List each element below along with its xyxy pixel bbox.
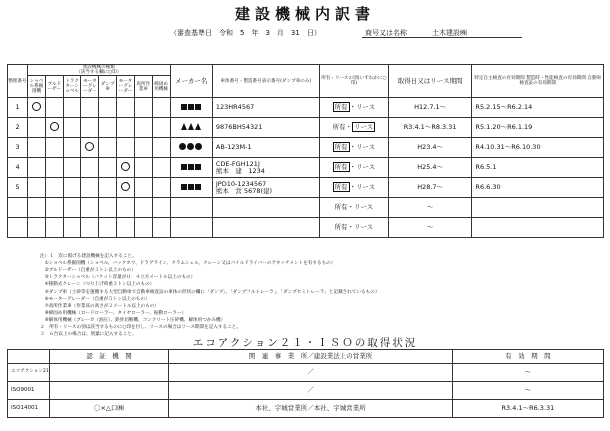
model-cell: CDE-FGH121J 熊本 建 1234 bbox=[212, 158, 319, 178]
machine-row bbox=[8, 178, 604, 198]
header-ownership: 所有・リースの別(いずれかに○印) bbox=[319, 65, 388, 98]
acquired-cell: H25.4〜 bbox=[388, 158, 472, 178]
machine-row bbox=[8, 198, 604, 218]
ownership-cell: 所有 ・リース bbox=[319, 138, 388, 158]
type-cell bbox=[99, 178, 117, 198]
ownership-cell: 所有・ リース bbox=[319, 118, 388, 138]
type-cell bbox=[28, 118, 46, 138]
dot-icon bbox=[179, 143, 186, 150]
type-cell bbox=[134, 178, 152, 198]
type-cell bbox=[63, 138, 81, 158]
row-no bbox=[8, 198, 28, 218]
maker-cell bbox=[170, 178, 212, 198]
eco-title: エコアクション２１・ＩＳＯの取得状況 bbox=[192, 337, 418, 349]
header-inspection: 特定自主検査の有効期間 製造時・性能検査の有効期間 自動車検査証の有効期間 bbox=[472, 65, 604, 98]
square-icon bbox=[195, 104, 201, 110]
model-cell bbox=[212, 198, 319, 218]
type-cell bbox=[45, 138, 63, 158]
header-maker: メーカー名 bbox=[170, 65, 212, 98]
company-underline bbox=[362, 37, 522, 38]
ownership-cell: 所有 ・リース bbox=[319, 178, 388, 198]
type-cell bbox=[134, 198, 152, 218]
type-header: トラクターショベル bbox=[63, 76, 81, 98]
header-acquired: 取得日又はリース期間 bbox=[388, 65, 472, 98]
row-no: 2 bbox=[8, 118, 28, 138]
inspection-cell: R5.1.20〜R6.1.19 bbox=[472, 118, 604, 138]
type-cell bbox=[81, 218, 99, 238]
type-cell bbox=[99, 198, 117, 218]
type-cell bbox=[152, 118, 170, 138]
inspection-cell: R6.5.1 bbox=[472, 158, 604, 178]
type-cell bbox=[81, 138, 99, 158]
acquired-cell: H12.7.1〜 bbox=[388, 98, 472, 118]
row-no: 5 bbox=[8, 178, 28, 198]
maker-cell bbox=[170, 138, 212, 158]
company-name: 土木建設㈱ bbox=[432, 29, 467, 37]
type-cell bbox=[28, 98, 46, 118]
type-header: ブルドーザー bbox=[45, 76, 63, 98]
triangle-icon bbox=[195, 123, 201, 130]
machine-row bbox=[8, 98, 604, 118]
company-label: 商号又は名称 bbox=[365, 29, 407, 37]
maker-cell bbox=[170, 198, 212, 218]
note-line: ①ショベル系掘削機（ショベル、バックホウ、ドラグライン、クラムシェル、クレーン又はパイルドライバーのアタッチメントを有するもの） bbox=[40, 261, 336, 267]
eco-valid: 〜 bbox=[452, 364, 603, 382]
type-cell bbox=[45, 198, 63, 218]
type-cell bbox=[28, 198, 46, 218]
machine-row bbox=[8, 218, 604, 238]
type-cell bbox=[152, 138, 170, 158]
type-cell bbox=[81, 178, 99, 198]
row-no bbox=[8, 218, 28, 238]
model-cell: JPD10-1234567 熊本 営 5678(建) bbox=[212, 178, 319, 198]
type-cell bbox=[28, 158, 46, 178]
type-cell bbox=[45, 178, 63, 198]
inspection-cell bbox=[472, 198, 604, 218]
type-cell bbox=[63, 218, 81, 238]
eco-office: ／ bbox=[169, 364, 453, 382]
type-cell bbox=[99, 218, 117, 238]
type-cell bbox=[45, 118, 63, 138]
type-cell bbox=[134, 118, 152, 138]
model-cell: AB-123M-1 bbox=[212, 138, 319, 158]
model-cell: 9876BH54321 bbox=[212, 118, 319, 138]
maker-cell bbox=[170, 98, 212, 118]
type-cell bbox=[28, 178, 46, 198]
type-header: ショベル系掘削機 bbox=[28, 76, 46, 98]
notes bbox=[40, 253, 600, 338]
acquired-cell: 〜 bbox=[388, 198, 472, 218]
machine-row bbox=[8, 118, 604, 138]
square-icon bbox=[188, 164, 194, 170]
type-cell bbox=[28, 138, 46, 158]
type-cell bbox=[152, 158, 170, 178]
dot-icon bbox=[187, 143, 194, 150]
acquired-cell: H23.4〜 bbox=[388, 138, 472, 158]
type-cell bbox=[63, 198, 81, 218]
triangle-icon bbox=[188, 123, 194, 130]
type-cell bbox=[117, 178, 135, 198]
eco-cert bbox=[49, 364, 168, 382]
eco-valid: R3.4.1〜R6.3.31 bbox=[452, 400, 603, 418]
inspection-cell: R4.10.31〜R6.10.30 bbox=[472, 138, 604, 158]
eco-header-cert: 認 証 機 関 bbox=[49, 350, 168, 364]
type-cell bbox=[134, 138, 152, 158]
circle-mark-icon bbox=[50, 122, 59, 131]
model-cell: 123HR4567 bbox=[212, 98, 319, 118]
note-line: ３ ６台以上の場合は、別葉に記入すること。 bbox=[40, 332, 137, 338]
type-header: 高所作業車 bbox=[134, 76, 152, 98]
type-cell bbox=[81, 98, 99, 118]
page-title: 建設機械内訳書 bbox=[234, 5, 375, 23]
ownership-cell: 所有 ・リース bbox=[319, 158, 388, 178]
note-line: ⑧締固め用機械（ロードローラー、タイヤローラー、振動ローラー） bbox=[40, 310, 187, 316]
eco-header-blank bbox=[8, 350, 50, 364]
triangle-icon bbox=[181, 123, 187, 130]
circle-mark-icon bbox=[32, 102, 41, 111]
eco-cert bbox=[49, 382, 168, 400]
type-cell bbox=[63, 98, 81, 118]
maker-cell bbox=[170, 158, 212, 178]
type-cell bbox=[81, 118, 99, 138]
type-cell bbox=[28, 218, 46, 238]
inspection-cell bbox=[472, 218, 604, 238]
type-cell bbox=[117, 98, 135, 118]
note-line: ２ 所有・リースの別は該当するものに○印を付し、リースの場合はリース期間を記入すること。 bbox=[40, 325, 241, 331]
reference-date: （審査基準日 令和 5 年 3 月 31 日） bbox=[170, 29, 321, 37]
machine-table bbox=[7, 64, 604, 238]
ownership-cell: 所有 ・リース bbox=[319, 98, 388, 118]
type-cell bbox=[99, 138, 117, 158]
acquired-cell: H28.7〜 bbox=[388, 178, 472, 198]
type-header: 締固め用機械 bbox=[152, 76, 170, 98]
note-line: ④移動式クレーン（つり上げ荷重３トン以上のもの） bbox=[40, 282, 155, 288]
type-cell bbox=[99, 118, 117, 138]
type-cell bbox=[81, 158, 99, 178]
type-cell bbox=[152, 98, 170, 118]
type-cell bbox=[63, 158, 81, 178]
type-cell bbox=[152, 178, 170, 198]
acquired-cell: 〜 bbox=[388, 218, 472, 238]
note-line: ⑤ダンプ車（土砂等を運搬する大型自動車で自動車検査証の車体の形状の欄に「ダンプ」、「ダンプフルトレーラ」、「ダンプセミトレーラ」と記載されているもの） bbox=[40, 289, 380, 295]
machine-row bbox=[8, 158, 604, 178]
type-cell bbox=[134, 98, 152, 118]
circle-mark-icon bbox=[121, 182, 130, 191]
eco-office: 本社、宇城営業所／本社、宇城営業所 bbox=[169, 400, 453, 418]
type-cell bbox=[45, 158, 63, 178]
type-cell bbox=[99, 158, 117, 178]
type-cell bbox=[45, 98, 63, 118]
maker-cell bbox=[170, 218, 212, 238]
eco-label: ISO14001 bbox=[8, 400, 50, 418]
row-no: 4 bbox=[8, 158, 28, 178]
type-cell bbox=[117, 198, 135, 218]
eco-label: エコアクション21 bbox=[8, 364, 50, 382]
eco-office: ／ bbox=[169, 382, 453, 400]
circle-mark-icon bbox=[121, 162, 130, 171]
note-line: ②ブルドーザー（自重が３トン以上のもの） bbox=[40, 268, 136, 274]
type-cell bbox=[63, 118, 81, 138]
type-header: ダンプ車 bbox=[99, 76, 117, 98]
square-icon bbox=[181, 184, 187, 190]
square-icon bbox=[188, 184, 194, 190]
ownership-cell: 所有・リース bbox=[319, 198, 388, 218]
inspection-cell: R5.2.15〜R6.2.14 bbox=[472, 98, 604, 118]
type-cell bbox=[81, 198, 99, 218]
row-no: 1 bbox=[8, 98, 28, 118]
type-header: モーターグレーダー bbox=[117, 76, 135, 98]
note-line: ⑦高所作業車（作業床の高さが２メートル以上のもの） bbox=[40, 303, 159, 309]
note-line: ⑥モーターグレーダー（自重が５トン以上のもの） bbox=[40, 296, 150, 302]
type-cell bbox=[152, 198, 170, 218]
ownership-cell: 所有・リース bbox=[319, 218, 388, 238]
square-icon bbox=[181, 164, 187, 170]
type-cell bbox=[117, 218, 135, 238]
header-model: 車体番号・製造番号表示番号(ダンプ車のみ) bbox=[212, 65, 319, 98]
type-cell bbox=[117, 138, 135, 158]
type-cell bbox=[117, 118, 135, 138]
maker-cell bbox=[170, 118, 212, 138]
model-cell bbox=[212, 218, 319, 238]
note-line: ③トラクターショベル（バケット容量が０．４立方メートル以上のもの） bbox=[40, 275, 196, 281]
row-no: 3 bbox=[8, 138, 28, 158]
type-cell bbox=[117, 158, 135, 178]
type-cell bbox=[63, 178, 81, 198]
square-icon bbox=[181, 104, 187, 110]
eco-header-office: 関 連 事 業 所／建設業法上の営業所 bbox=[169, 350, 453, 364]
square-icon bbox=[188, 104, 194, 110]
eco-header-valid: 有 効 期 間 bbox=[452, 350, 603, 364]
type-cell bbox=[152, 218, 170, 238]
acquired-cell: R3.4.1〜R8.3.31 bbox=[388, 118, 472, 138]
dot-icon bbox=[195, 143, 202, 150]
type-cell bbox=[134, 218, 152, 238]
square-icon bbox=[195, 184, 201, 190]
circle-mark-icon bbox=[85, 142, 94, 151]
note-line: 注）１ 次に掲げる建設機械を記入すること。 bbox=[40, 254, 137, 259]
header-type-group: 建設機械の種類 （該当する欄に○印） bbox=[28, 65, 171, 76]
note-line: ⑨解体用機械（ブレーカ（油圧）、鉄骨切断機、コンクリート圧砕機、解体用つかみ機） bbox=[40, 317, 226, 323]
eco-label: ISO9001 bbox=[8, 382, 50, 400]
type-cell bbox=[45, 218, 63, 238]
eco-valid: 〜 bbox=[452, 382, 603, 400]
eco-table bbox=[7, 349, 604, 418]
machine-row bbox=[8, 138, 604, 158]
header-no: 整理番号 bbox=[8, 65, 28, 98]
square-icon bbox=[195, 164, 201, 170]
type-header: モーターグレーダー bbox=[81, 76, 99, 98]
inspection-cell: R6.6.30 bbox=[472, 178, 604, 198]
eco-cert: 〇×△口㈱ bbox=[49, 400, 168, 418]
type-cell bbox=[99, 98, 117, 118]
type-cell bbox=[134, 158, 152, 178]
